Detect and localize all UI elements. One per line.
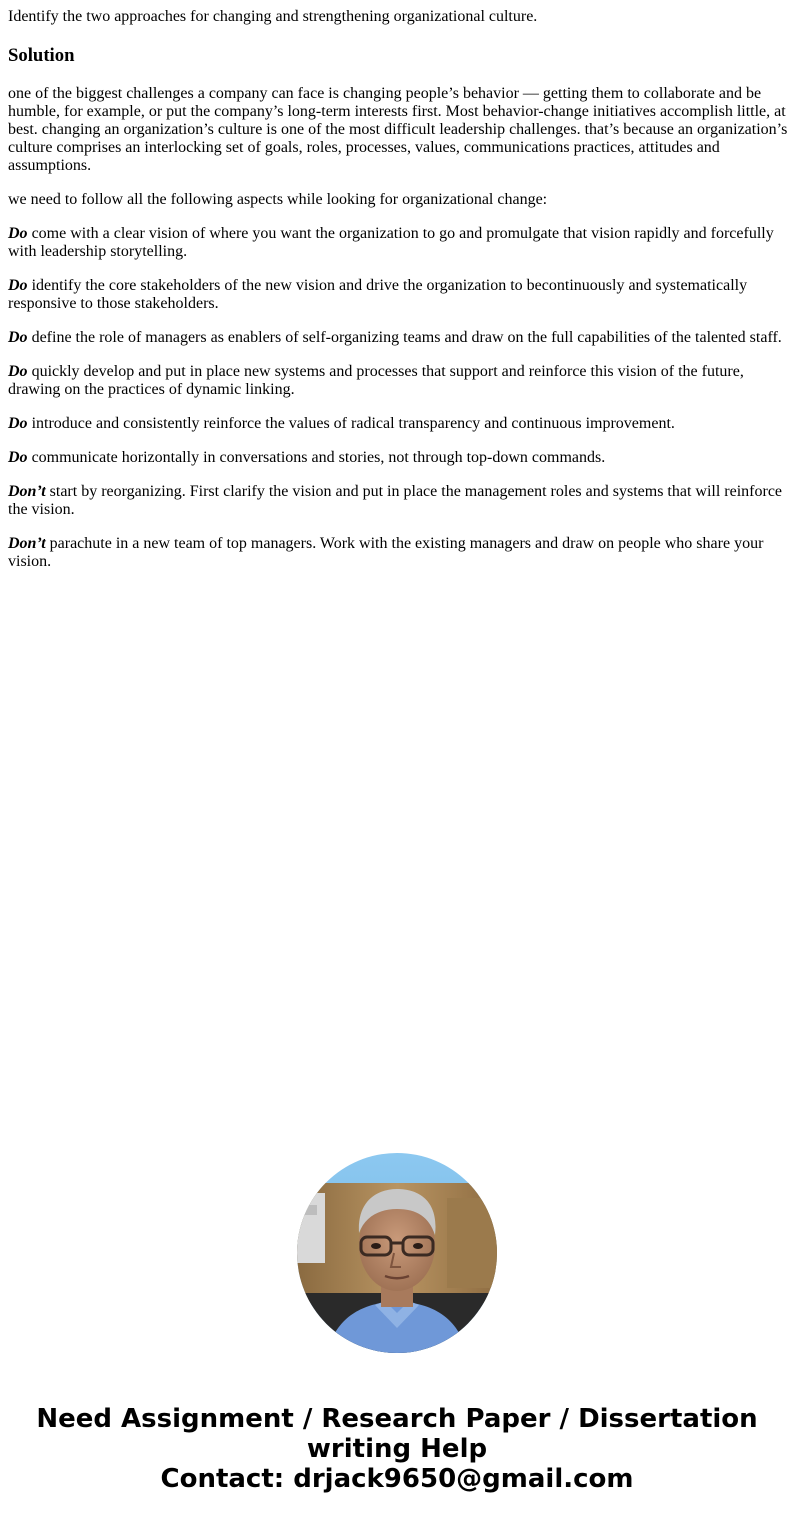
promo-banner [0, 1404, 794, 1494]
point-paragraph [8, 449, 788, 467]
document-body [8, 8, 788, 571]
point-lead: Do [8, 277, 28, 294]
point-paragraph [8, 483, 788, 519]
promo-line-1: Need Assignment / Research Paper / Dissertation [36, 1404, 758, 1434]
point-text: start by reorganizing. First clarify the vision and put in place the management roles and systems that will reinforce the vision. [8, 483, 783, 518]
point-lead: Do [8, 415, 28, 432]
point-lead: Do [8, 449, 28, 466]
promo-contact-line: Contact: drjack9650@gmail.com [160, 1464, 634, 1494]
point-paragraph [8, 535, 788, 571]
point-text: identify the core stakeholders of the new vision and drive the organization to becontinuously and systematically responsive to those stakeholders. [8, 277, 748, 312]
intro-paragraph: one of the biggest challenges a company can face is changing people’s behavior — getting them to collaborate and be humble, for example, or put the company’s long-term interests first. Most behavior-change initiatives accomplish little, at best. changing an organization’s culture is one of the most difficult leadership challenges. that’s because an organization’s culture comprises an interlocking set of goals, roles, processes, values, communications practices, attitudes and assumptions. [8, 85, 788, 174]
point-lead: Don’t [8, 483, 46, 500]
point-paragraph [8, 415, 788, 433]
point-lead: Do [8, 363, 28, 380]
solution-heading: Solution [8, 45, 75, 66]
point-lead: Do [8, 329, 28, 346]
promo-line-2: writing Help [306, 1434, 488, 1464]
author-portrait-image [297, 1153, 497, 1353]
point-lead: Do [8, 225, 28, 242]
aspects-intro-paragraph: we need to follow all the following aspects while looking for organizational change: [8, 191, 548, 208]
point-paragraph [8, 363, 788, 399]
point-paragraph [8, 277, 788, 313]
point-text: define the role of managers as enablers of self-organizing teams and draw on the full capabilities of the talented staff. [27, 329, 782, 346]
point-text: come with a clear vision of where you want the organization to go and promulgate that vision rapidly and forcefully with leadership storytelling. [8, 225, 774, 260]
point-lead: Don’t [8, 535, 46, 552]
point-text: communicate horizontally in conversations and stories, not through top-down commands. [27, 449, 606, 466]
point-text: introduce and consistently reinforce the values of radical transparency and continuous improvement. [27, 415, 675, 432]
point-paragraph [8, 329, 788, 347]
author-avatar [297, 1153, 497, 1353]
point-paragraph [8, 225, 788, 261]
point-text: quickly develop and put in place new systems and processes that support and reinforce this vision of the future, drawing on the practices of dynamic linking. [8, 363, 744, 398]
question-text: Identify the two approaches for changing and strengthening organizational culture. [8, 8, 538, 25]
point-text: parachute in a new team of top managers. Work with the existing managers and draw on people who share your vision. [8, 535, 764, 570]
